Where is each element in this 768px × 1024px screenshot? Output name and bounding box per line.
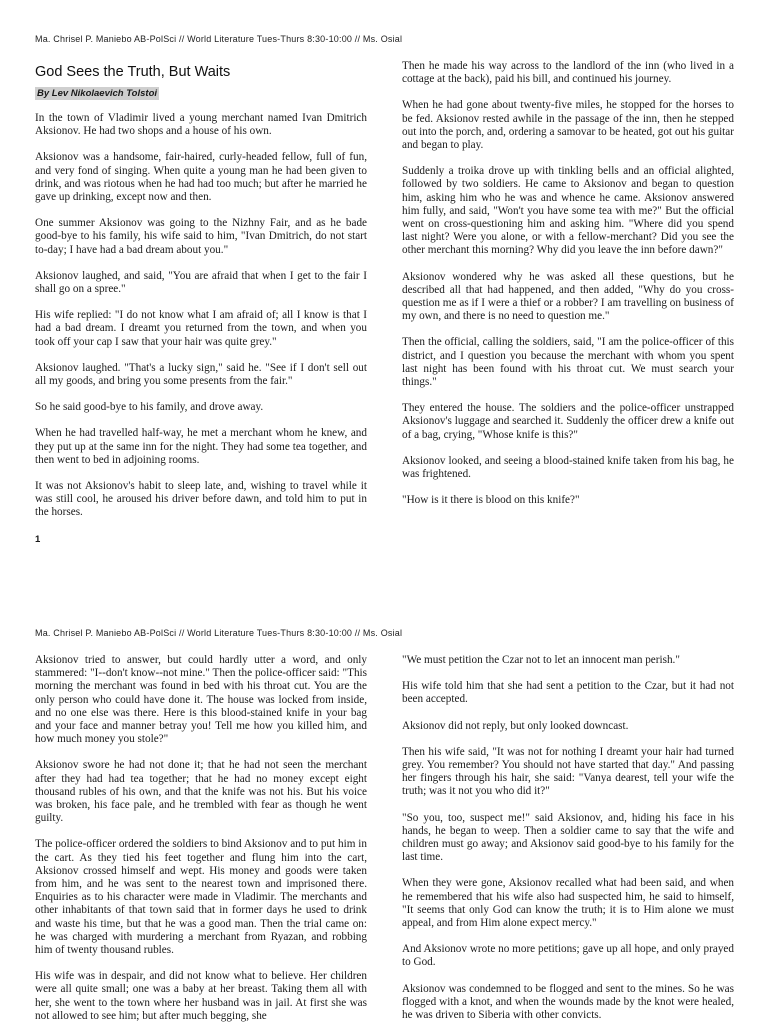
page-number: 1 [35,534,41,545]
paragraph: Then his wife said, "It was not for nothing I dreamt your hair had turned grey. You remember? You should not have started that day." And passing her fingers through his hair, she said: "Vanya dearest, tell your wife the truth; was it not you who did it?" [402,745,734,798]
left-column [35,112,367,533]
paragraph: It was not Aksionov's habit to sleep late, and, wishing to travel while it was still cool, he aroused his driver before dawn, and told him to put in the horses. [35,480,367,519]
paragraph: Aksionov wondered why he was asked all these questions, but he described all that had happened, and then added, "Why do you cross-question me as if I were a thief or a robber? I am travelling on business of my own, and there is no need to question me." [402,270,734,323]
paragraph: Aksionov was a handsome, fair-haired, curly-headed fellow, full of fun, and very fond of singing. When quite a young man he had been given to drink, and was riotous when he had had too much; but after he married he gave up drinking, except now and then. [35,151,367,204]
paragraph: Then the official, calling the soldiers, said, "I am the police-officer of this district, and I question you because the merchant with whom you spent last night has been found with his throat cut. We must search your things." [402,336,734,389]
page-header: Ma. Chrisel P. Maniebo AB-PolSci // World Literature Tues-Thurs 8:30-10:00 // Ms. Osial [35,34,403,44]
paragraph: His wife was in despair, and did not know what to believe. Her children were all quite small; one was a baby at her breast. Taking them all with her, she went to the town where her husband was in jail. At first she was not allowed to see him; but after much begging, she [35,970,367,1022]
paragraph: Aksionov laughed. "That's a lucky sign," said he. "See if I don't sell out all my goods, and bring you some presents from the fair." [35,361,367,388]
paragraph: In the town of Vladimir lived a young merchant named Ivan Dmitrich Aksionov. He had two shops and a house of his own. [35,112,367,138]
paragraph: "We must petition the Czar not to let an innocent man perish." [402,654,680,666]
paragraph: And Aksionov wrote no more petitions; gave up all hope, and only prayed to God. [402,943,734,969]
paragraph: So he said good-bye to his family, and drove away. [35,401,264,414]
paragraph: Then he made his way across to the landlord of the inn (who lived in a cottage at the back), paid his bill, and continued his journey. [402,60,734,86]
paragraph: Suddenly a troika drove up with tinkling bells and an official alighted, followed by two soldiers. He came to Aksionov and began to question him, asking him who he was and whence he came. Aksionov answered him fully, and said, "Won't you have some tea with me?" But the official went on cross-questioning him and asking him. "Where did you spend last night? Were you alone, or with a fellow-merchant? Did you see the other merchant this morning? Why did you leave the inn before dawn?" [402,165,734,257]
paragraph: When he had travelled half-way, he met a merchant whom he knew, and they put up at the same inn for the night. They had some tea together, and then went to bed in adjoining rooms. [35,427,367,466]
left-column [35,654,367,1024]
page-header: Ma. Chrisel P. Maniebo AB-PolSci // World Literature Tues-Thurs 8:30-10:00 // Ms. Osial [35,628,403,638]
paragraph: They entered the house. The soldiers and the police-officer unstrapped Aksionov's luggage and searched it. Suddenly the officer drew a knife out of a bag, crying, "Whose knife is this?" [402,402,734,441]
page-gap [0,556,768,620]
paragraph: One summer Aksionov was going to the Nizhny Fair, and as he bade good-bye to his family, his wife said to him, "Ivan Dmitrich, do not start to-day; I have had a bad dream about you." [35,217,367,256]
paragraph: His wife told him that she had sent a petition to the Czar, but it had not been accepted. [402,680,734,706]
page-2 [0,620,768,1024]
paragraph: Aksionov swore he had not done it; that he had not seen the merchant after they had had tea together; that he had no money except eight thousand rubles of his own, and that the knife was not his. But his voice was broken, his face pale, and he trembled with fear as though he went guilty. [35,759,367,825]
paragraph: The police-officer ordered the soldiers to bind Aksionov and to put him in the cart. As they tied his feet together and flung him into the cart, Aksionov crossed himself and wept. His money and goods were taken from him, and he was sent to the nearest town and imprisoned there. Enquiries as to his character were made in Vladimir. The merchants and other inhabitants of that town said that in former days he used to drink and waste his time, but that he was a good man. Then the trial came on: he was charged with murdering a merchant from Ryazan, and robbing him of twenty thousand rubles. [35,838,367,957]
paragraph: Aksionov looked, and seeing a blood-stained knife taken from his bag, he was frightened. [402,454,734,481]
paragraph: When they were gone, Aksionov recalled what had been said, and when he remembered that his wife also had suspected him, he said to himself, "It seems that only God can know the truth; it is to Him alone we must appeal, and from Him alone expect mercy." [402,877,734,930]
paragraph: Aksionov was condemned to be flogged and sent to the mines. So he was flogged with a knot, and when the wounds made by the knot were healed, he was driven to Siberia with other convicts. [402,982,734,1022]
paragraph: "How is it there is blood on this knife?" [402,494,580,507]
author-byline: By Lev Nikolaevich Tolstoi [37,88,158,99]
paragraph: When he had gone about twenty-five miles, he stopped for the horses to be fed. Aksionov rested awhile in the passage of the inn, then he stepped out into the porch, and, ordering a samovar to be heated, got out his guitar and began to play. [402,99,734,152]
paragraph: Aksionov tried to answer, but could hardly utter a word, and only stammered: "I--don't know--not mine." Then the police-officer said: "This morning the merchant was found in bed with his throat cut. You are the only person who could have done it. The house was locked from inside, and no one else was there. Here is this blood-stained knife in your bag and your face and manner betray you! Tell me how you killed him, and how much money you stole?" [35,654,367,746]
story-title: God Sees the Truth, But Waits [35,64,231,80]
paragraph: Aksionov did not reply, but only looked downcast. [402,719,629,732]
right-column [402,60,734,520]
paragraph: His wife replied: "I do not know what I am afraid of; all I know is that I had a bad dream. I dreamt you returned from the town, and when you took off your cap I saw that your hair was quite grey." [35,309,367,348]
paragraph: "So you, too, suspect me!" said Aksionov, and, hiding his face in his hands, he began to weep. Then a soldier came to say that the wife and children must go away; and Aksionov said good-bye to his family for the last time. [402,811,734,864]
paragraph: Aksionov laughed, and said, "You are afraid that when I get to the fair I shall go on a spree." [35,269,367,296]
right-column [402,654,734,1024]
